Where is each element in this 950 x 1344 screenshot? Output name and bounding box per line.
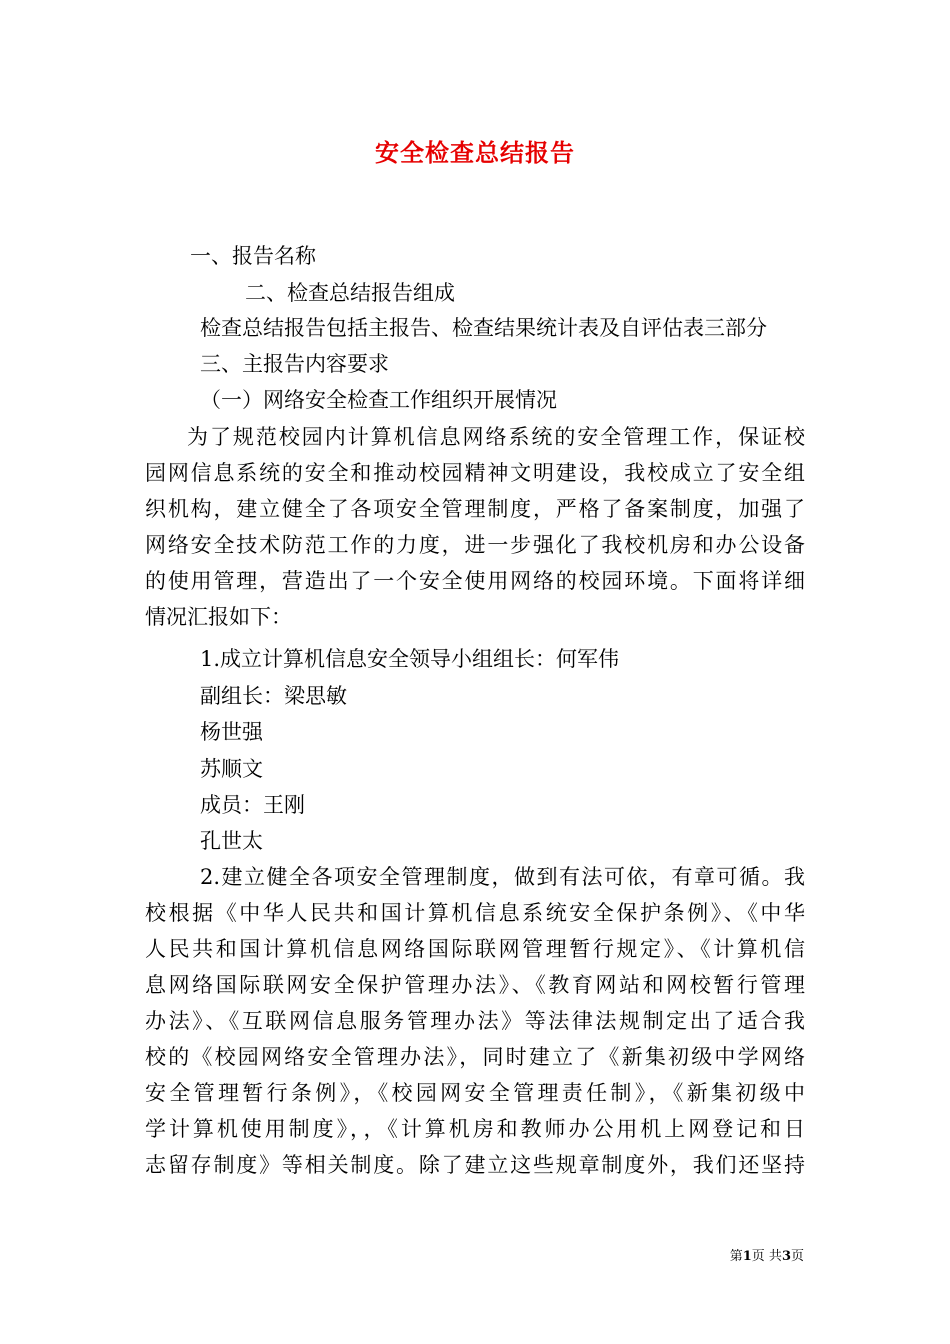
footer-prefix: 第 xyxy=(729,1249,743,1264)
paragraph1-line: 网络安全技术防范工作的力度，进一步强化了我校机房和办公设备 xyxy=(145,533,805,557)
composition-text: 检查总结报告包括主报告、检查结果统计表及自评估表三部分 xyxy=(200,316,767,340)
current-page-number: 1 xyxy=(742,1249,752,1264)
paragraph2-line: 校的《校园网络安全管理办法》，同时建立了《新集初级中学网络 xyxy=(145,1045,805,1069)
member-name: 孔世太 xyxy=(200,829,263,853)
paragraph1-line: 的使用管理，营造出了一个安全使用网络的校园环境。下面将详细 xyxy=(145,569,805,593)
member-name: 杨世强 xyxy=(200,720,263,744)
paragraph2-line: 办法》、《互联网信息服务管理办法》等法律法规制定出了适合我 xyxy=(145,1009,805,1033)
vice-leader: 副组长：梁思敏 xyxy=(200,684,347,708)
paragraph1-line: 为了规范校园内计算机信息网络系统的安全管理工作，保证校 xyxy=(187,425,805,449)
heading-main-report-requirements: 三、主报告内容要求 xyxy=(200,352,389,376)
paragraph1-line: 园网信息系统的安全和推动校园精神文明建设，我校成立了安全组 xyxy=(145,461,805,485)
document-title: 安全检查总结报告 xyxy=(375,138,575,167)
footer-middle: 页 共 xyxy=(751,1249,782,1264)
paragraph1-line: 织机构，建立健全了各项安全管理制度，严格了备案制度，加强了 xyxy=(145,497,805,521)
item1-leader: 1.成立计算机信息安全领导小组组长：何军伟 xyxy=(200,647,620,671)
paragraph1-line: 情况汇报如下： xyxy=(145,605,292,629)
paragraph2-line: 2.建立健全各项安全管理制度，做到有法可依，有章可循。我 xyxy=(200,865,805,889)
page-number-footer xyxy=(730,1245,804,1264)
total-page-number: 3 xyxy=(781,1249,791,1264)
paragraph2-line: 学计算机使用制度》，，《计算机房和教师办公用机上网登记和日 xyxy=(145,1117,805,1141)
heading-report-composition: 二、检查总结报告组成 xyxy=(245,281,455,305)
subheading-organization: （一）网络安全检查工作组织开展情况 xyxy=(200,388,557,412)
paragraph2-line: 安全管理暂行条例》，《校园网安全管理责任制》，《新集初级中 xyxy=(145,1081,805,1105)
paragraph2-line: 息网络国际联网安全保护管理办法》、《教育网站和网校暂行管理 xyxy=(145,973,805,997)
paragraph2-line: 人民共和国计算机信息网络国际联网管理暂行规定》、《计算机信 xyxy=(145,937,805,961)
members-label: 成员：王刚 xyxy=(200,793,305,817)
footer-suffix: 页 xyxy=(790,1249,804,1264)
paragraph2-line: 志留存制度》等相关制度。除了建立这些规章制度外，我们还坚持 xyxy=(145,1153,805,1177)
heading-report-name: 一、报告名称 xyxy=(190,244,316,268)
paragraph2-line: 校根据《中华人民共和国计算机信息系统安全保护条例》、《中华 xyxy=(145,901,805,925)
member-name: 苏顺文 xyxy=(200,757,263,781)
